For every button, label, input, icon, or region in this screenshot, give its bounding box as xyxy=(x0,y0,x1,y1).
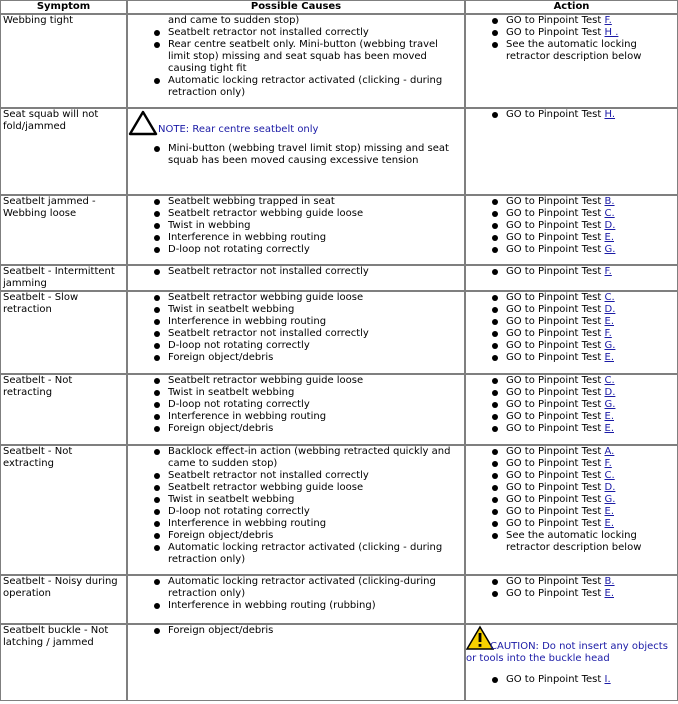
pinpoint-test-link[interactable]: E. xyxy=(604,316,614,327)
header-causes: Possible Causes xyxy=(127,0,465,14)
pinpoint-test-link[interactable]: F. xyxy=(604,266,612,277)
action-item xyxy=(506,482,675,494)
action-item xyxy=(506,375,675,387)
action-item xyxy=(506,109,675,121)
goto-label: GO to Pinpoint Test xyxy=(506,446,605,457)
action-item xyxy=(506,27,675,39)
symptom-cell: Seatbelt buckle - Not latching / jammed xyxy=(0,624,127,701)
symptom-cell: Seatbelt jammed - Webbing loose xyxy=(0,195,127,265)
action-item xyxy=(506,266,675,278)
pinpoint-test-link[interactable]: G. xyxy=(604,340,616,351)
causes-cell xyxy=(127,575,465,624)
causes-list xyxy=(130,446,462,566)
actions-list xyxy=(468,109,675,121)
goto-label: GO to Pinpoint Test xyxy=(506,244,605,255)
causes-cell xyxy=(127,445,465,575)
action-item xyxy=(506,15,675,27)
cause-item: Seatbelt webbing trapped in seat xyxy=(168,196,462,208)
goto-label: GO to Pinpoint Test xyxy=(506,399,605,410)
action-item xyxy=(506,220,675,232)
pinpoint-test-link[interactable]: B. xyxy=(604,196,615,207)
causes-list xyxy=(130,266,462,278)
action-item xyxy=(506,316,675,328)
cause-item: Interference in webbing routing xyxy=(168,518,462,530)
causes-cell xyxy=(127,195,465,265)
goto-label: GO to Pinpoint Test xyxy=(506,208,605,219)
pinpoint-test-link[interactable]: H. xyxy=(604,109,616,120)
cause-item: Twist in seatbelt webbing xyxy=(168,494,462,506)
causes-cell xyxy=(127,14,465,108)
goto-label: GO to Pinpoint Test xyxy=(506,470,605,481)
causes-list xyxy=(130,625,462,637)
note-triangle-icon xyxy=(128,109,158,137)
table-row xyxy=(0,14,678,108)
action-item xyxy=(506,352,675,364)
cause-item: Seatbelt retractor not installed correctly xyxy=(168,470,462,482)
action-item xyxy=(506,244,675,256)
action-item xyxy=(506,674,675,686)
table-row xyxy=(0,108,678,195)
action-cell xyxy=(465,445,678,575)
cause-item: D-loop not rotating correctly xyxy=(168,399,462,411)
action-item xyxy=(506,304,675,316)
pinpoint-test-link[interactable]: F. xyxy=(604,458,612,469)
table-row xyxy=(0,195,678,265)
actions-list xyxy=(468,292,675,364)
action-note: See the automatic locking retractor description below xyxy=(506,530,675,554)
cause-item: Seatbelt retractor not installed correctly xyxy=(168,27,462,39)
pinpoint-test-link[interactable]: F. xyxy=(604,15,612,26)
cause-item: Automatic locking retractor activated (clicking - during retraction only) xyxy=(168,542,462,566)
cause-item: Backlock effect-in action (webbing retracted quickly and came to sudden stop) xyxy=(168,446,462,470)
goto-label: GO to Pinpoint Test xyxy=(506,292,605,303)
action-item xyxy=(506,387,675,399)
causes-list xyxy=(130,576,462,612)
action-item xyxy=(506,411,675,423)
cause-item: Seatbelt retractor not installed correctly xyxy=(168,328,462,340)
pinpoint-test-link[interactable]: C. xyxy=(604,208,615,219)
note-block xyxy=(128,109,462,137)
goto-label: GO to Pinpoint Test xyxy=(506,340,605,351)
pinpoint-test-link[interactable]: E. xyxy=(604,232,614,243)
table-body xyxy=(0,14,678,701)
actions-list xyxy=(468,576,675,600)
causes-list xyxy=(130,15,462,99)
cause-item: D-loop not rotating correctly xyxy=(168,340,462,352)
action-cell xyxy=(465,108,678,195)
cause-item: Interference in webbing routing xyxy=(168,232,462,244)
table-row xyxy=(0,624,678,701)
cause-item: Seatbelt retractor webbing guide loose xyxy=(168,292,462,304)
table-row xyxy=(0,374,678,445)
pinpoint-test-link[interactable]: E. xyxy=(604,411,614,422)
causes-cell xyxy=(127,374,465,445)
goto-label: GO to Pinpoint Test xyxy=(506,387,605,398)
symptom-cell: Seatbelt - Not extracting xyxy=(0,445,127,575)
goto-label: GO to Pinpoint Test xyxy=(506,232,605,243)
goto-label: GO to Pinpoint Test xyxy=(506,576,605,587)
cause-item: Seatbelt retractor webbing guide loose xyxy=(168,482,462,494)
goto-label: GO to Pinpoint Test xyxy=(506,423,605,434)
cause-item: Automatic locking retractor activated (clicking-during retraction only) xyxy=(168,576,462,600)
goto-label: GO to Pinpoint Test xyxy=(506,506,605,517)
goto-label: GO to Pinpoint Test xyxy=(506,674,605,685)
action-cell xyxy=(465,195,678,265)
actions-list xyxy=(468,674,675,686)
cause-item: Foreign object/debris xyxy=(168,530,462,542)
table-row xyxy=(0,265,678,291)
cause-item: Rear centre seatbelt only. Mini-button (webbing travel limit stop) missing and seat squab has been moved causing tight fit xyxy=(168,39,462,75)
cause-item: Interference in webbing routing xyxy=(168,316,462,328)
action-item xyxy=(506,588,675,600)
goto-label: GO to Pinpoint Test xyxy=(506,304,605,315)
table-row xyxy=(0,445,678,575)
causes-list xyxy=(130,143,462,167)
header-row xyxy=(0,0,678,14)
cause-item: Foreign object/debris xyxy=(168,423,462,435)
goto-label: GO to Pinpoint Test xyxy=(506,411,605,422)
goto-label: GO to Pinpoint Test xyxy=(506,328,605,339)
pinpoint-test-link[interactable]: G. xyxy=(604,399,616,410)
causes-list xyxy=(130,375,462,435)
action-item xyxy=(506,446,675,458)
cause-item: Automatic locking retractor activated (clicking - during retraction only) xyxy=(168,75,462,99)
actions-list xyxy=(468,196,675,256)
causes-list xyxy=(130,292,462,364)
action-item xyxy=(506,340,675,352)
causes-cell xyxy=(127,108,465,195)
cause-item: Foreign object/debris xyxy=(168,625,462,637)
goto-label: GO to Pinpoint Test xyxy=(506,27,605,38)
pinpoint-test-link[interactable]: A. xyxy=(604,446,615,457)
symptom-cell: Seatbelt - Slow retraction xyxy=(0,291,127,374)
action-item xyxy=(506,506,675,518)
action-item xyxy=(506,399,675,411)
actions-list xyxy=(468,446,675,554)
action-item xyxy=(506,518,675,530)
pinpoint-test-link[interactable]: B. xyxy=(604,576,615,587)
action-item xyxy=(506,423,675,435)
pinpoint-test-link[interactable]: E. xyxy=(604,506,614,517)
action-cell xyxy=(465,14,678,108)
action-item xyxy=(506,292,675,304)
symptom-cell: Webbing tight xyxy=(0,14,127,108)
causes-cell xyxy=(127,291,465,374)
action-item xyxy=(506,328,675,340)
action-cell xyxy=(465,624,678,701)
causes-cell xyxy=(127,624,465,701)
table-row xyxy=(0,575,678,624)
action-cell xyxy=(465,265,678,291)
causes-cell xyxy=(127,265,465,291)
pinpoint-test-link[interactable]: G. xyxy=(604,244,616,255)
pinpoint-test-link[interactable]: F. xyxy=(604,328,612,339)
action-item xyxy=(506,494,675,506)
pinpoint-test-link[interactable]: D. xyxy=(604,482,616,493)
pinpoint-test-link[interactable]: C. xyxy=(604,375,615,386)
goto-label: GO to Pinpoint Test xyxy=(506,109,605,120)
cause-item: Mini-button (webbing travel limit stop) missing and seat squab has been moved causing excessive tension xyxy=(168,143,462,167)
pinpoint-test-link[interactable]: C. xyxy=(604,292,615,303)
actions-list xyxy=(468,375,675,435)
caution-block xyxy=(466,625,675,665)
pinpoint-test-link[interactable]: H . xyxy=(604,27,619,38)
cause-item: D-loop not rotating correctly xyxy=(168,244,462,256)
pinpoint-test-link[interactable]: E. xyxy=(604,423,614,434)
symptom-cell: Seatbelt - Not retracting xyxy=(0,374,127,445)
pinpoint-test-link[interactable]: C. xyxy=(604,470,615,481)
goto-label: GO to Pinpoint Test xyxy=(506,494,605,505)
action-item xyxy=(506,208,675,220)
action-item xyxy=(506,232,675,244)
cause-item: Foreign object/debris xyxy=(168,352,462,364)
action-item xyxy=(506,458,675,470)
cause-item: Seatbelt retractor webbing guide loose xyxy=(168,208,462,220)
action-item xyxy=(506,196,675,208)
action-note: See the automatic locking retractor description below xyxy=(506,39,675,63)
goto-label: GO to Pinpoint Test xyxy=(506,588,605,599)
goto-label: GO to Pinpoint Test xyxy=(506,518,605,529)
goto-label: GO to Pinpoint Test xyxy=(506,352,605,363)
pinpoint-test-link[interactable]: D. xyxy=(604,304,616,315)
goto-label: GO to Pinpoint Test xyxy=(506,196,605,207)
goto-label: GO to Pinpoint Test xyxy=(506,266,605,277)
symptom-cell: Seatbelt - Noisy during operation xyxy=(0,575,127,624)
pinpoint-test-link[interactable]: E. xyxy=(604,518,614,529)
pinpoint-test-link[interactable]: D. xyxy=(604,220,616,231)
action-cell xyxy=(465,575,678,624)
goto-label: GO to Pinpoint Test xyxy=(506,375,605,386)
goto-label: GO to Pinpoint Test xyxy=(506,316,605,327)
table-row xyxy=(0,291,678,374)
action-cell xyxy=(465,374,678,445)
pinpoint-test-link[interactable]: D. xyxy=(604,387,616,398)
causes-list xyxy=(130,196,462,256)
header-symptom: Symptom xyxy=(0,0,127,14)
caution-text: CAUTION: Do not insert any objects or tools into the buckle head xyxy=(466,641,668,664)
pinpoint-test-link[interactable]: I. xyxy=(604,674,611,685)
cause-item: Seatbelt retractor webbing guide loose xyxy=(168,375,462,387)
goto-label: GO to Pinpoint Test xyxy=(506,15,605,26)
symptom-cell: Seatbelt - Intermittent jamming xyxy=(0,265,127,291)
action-item xyxy=(506,576,675,588)
actions-list xyxy=(468,266,675,278)
note-text: NOTE: Rear centre seatbelt only xyxy=(158,124,319,135)
goto-label: GO to Pinpoint Test xyxy=(506,458,605,469)
cause-item: Twist in seatbelt webbing xyxy=(168,387,462,399)
pinpoint-test-link[interactable]: E. xyxy=(604,352,614,363)
cause-item: Interference in webbing routing xyxy=(168,411,462,423)
cause-item: Twist in webbing xyxy=(168,220,462,232)
cause-item: Twist in seatbelt webbing xyxy=(168,304,462,316)
action-cell xyxy=(465,291,678,374)
symptom-cell: Seat squab will not fold/jammed xyxy=(0,108,127,195)
header-action: Action xyxy=(465,0,678,14)
goto-label: GO to Pinpoint Test xyxy=(506,220,605,231)
cause-item: and came to sudden stop) xyxy=(168,15,300,26)
actions-list xyxy=(468,15,675,63)
pinpoint-test-link[interactable]: G. xyxy=(604,494,616,505)
goto-label: GO to Pinpoint Test xyxy=(506,482,605,493)
cause-item: D-loop not rotating correctly xyxy=(168,506,462,518)
cause-item: Seatbelt retractor not installed correctly xyxy=(168,266,462,278)
cause-item: Interference in webbing routing (rubbing) xyxy=(168,600,462,612)
pinpoint-test-link[interactable]: E. xyxy=(604,588,614,599)
action-item xyxy=(506,470,675,482)
